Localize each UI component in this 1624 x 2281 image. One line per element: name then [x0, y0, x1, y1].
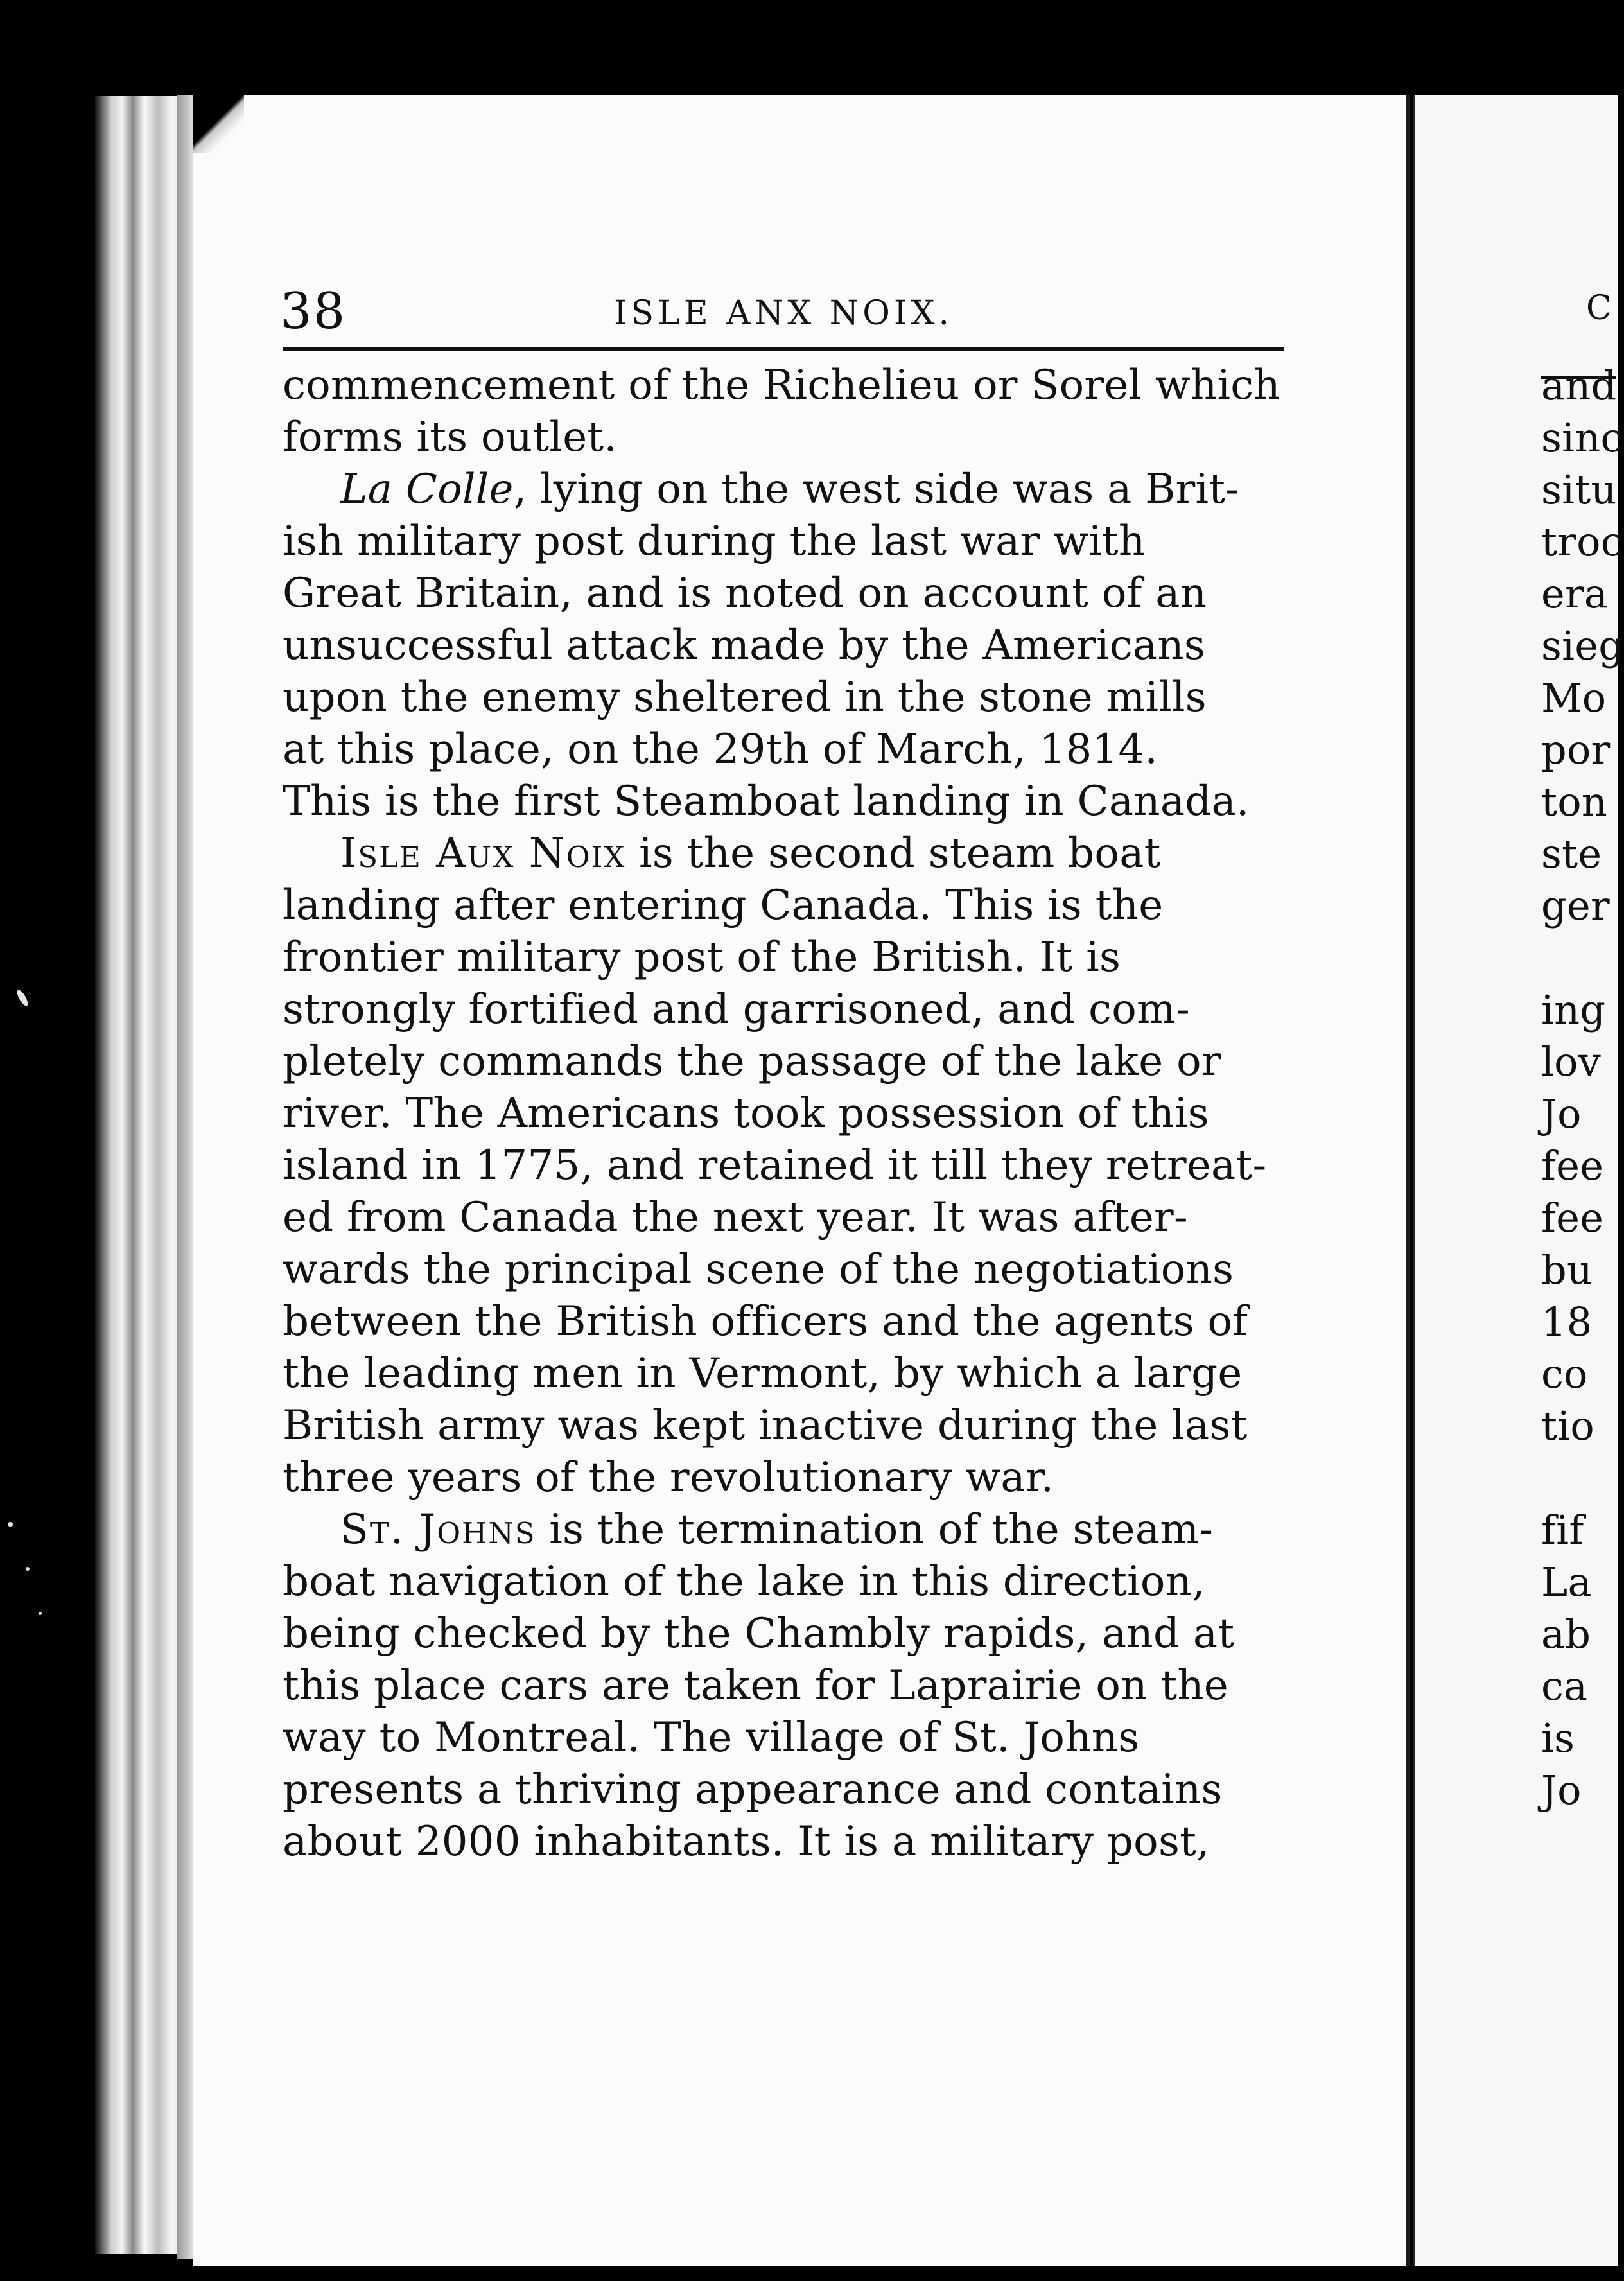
- right-page-running-title: C: [1586, 289, 1614, 328]
- place-name: St. Johns: [340, 1506, 536, 1553]
- text-run: forms its outlet.: [283, 414, 618, 461]
- right-text-fragment: fee: [1541, 1194, 1604, 1241]
- right-text-fragment: ab: [1541, 1611, 1591, 1657]
- text-run: , lying on the west side was a Brit-: [513, 466, 1240, 513]
- right-text-fragment: ca: [1541, 1663, 1588, 1709]
- text-run: British army was kept inactive during the last: [283, 1402, 1248, 1449]
- place-name: Isle Aux Noix: [340, 830, 626, 877]
- right-text-fragment: fif: [1541, 1507, 1584, 1553]
- text-run: ish military post during the last war with: [283, 518, 1146, 565]
- header-rule: [283, 347, 1284, 351]
- text-run: unsuccessful attack made by the Americans: [283, 622, 1206, 669]
- right-text-fragment: sinc: [1541, 414, 1623, 461]
- book-spine: [95, 96, 185, 2254]
- right-text-fragment: Mo: [1541, 674, 1607, 721]
- text-run: frontier military post of the British. It is: [283, 934, 1121, 981]
- text-run: the leading men in Vermont, by which a large: [283, 1350, 1243, 1397]
- text-run: three years of the revolutionary war.: [283, 1454, 1054, 1501]
- right-text-fragment: ton: [1541, 778, 1608, 825]
- text-run: landing after entering Canada. This is the: [283, 882, 1164, 929]
- text-line: [283, 1036, 1297, 1088]
- text-line: [283, 1400, 1297, 1452]
- page-corner: [193, 95, 244, 153]
- right-text-fragment: is: [1541, 1715, 1575, 1761]
- text-line: [283, 1712, 1297, 1764]
- text-line: [283, 1556, 1297, 1608]
- text-line: [283, 516, 1297, 568]
- text-run: way to Montreal. The village of St. Johns: [283, 1714, 1140, 1761]
- right-text-fragment: fee: [1541, 1142, 1604, 1189]
- body-text: [283, 360, 1297, 1868]
- text-line: [283, 1452, 1297, 1504]
- text-line: [283, 1244, 1297, 1296]
- text-line: [283, 672, 1297, 724]
- right-text-fragment: La: [1541, 1559, 1592, 1605]
- right-text-fragment: 18: [1541, 1298, 1593, 1345]
- text-line: [283, 1140, 1297, 1192]
- text-line: [283, 360, 1297, 412]
- right-text-fragment: sieg: [1541, 622, 1624, 669]
- right-text-fragment: bu: [1541, 1246, 1593, 1293]
- text-run: is the termination of the steam-: [536, 1506, 1214, 1553]
- text-run: upon the enemy sheltered in the stone mills: [283, 674, 1207, 721]
- page-number: 38: [280, 283, 347, 340]
- text-run: strongly fortified and garrisoned, and com-: [283, 986, 1191, 1033]
- right-text-fragment: troc: [1541, 518, 1623, 565]
- text-run: between the British officers and the agents of: [283, 1298, 1248, 1345]
- right-text-fragment: ger: [1541, 882, 1610, 929]
- text-line: [283, 412, 1297, 464]
- scan-noise: [0, 963, 90, 1798]
- text-run: ed from Canada the next year. It was after-: [283, 1194, 1188, 1241]
- right-text-fragment: por: [1541, 726, 1611, 773]
- text-run: about 2000 inhabitants. It is a military post,: [283, 1818, 1210, 1866]
- text-line: [283, 464, 1297, 516]
- text-line: [283, 1088, 1297, 1140]
- text-run: presents a thriving appearance and contains: [283, 1766, 1223, 1813]
- text-line: [283, 568, 1297, 620]
- text-line: [283, 1764, 1297, 1816]
- text-line: [283, 1504, 1297, 1556]
- text-line: [283, 932, 1297, 984]
- right-text-fragment: tio: [1541, 1403, 1594, 1449]
- text-run: is the second steam boat: [625, 830, 1161, 877]
- right-text-fragment: and: [1541, 362, 1617, 409]
- text-line: [283, 828, 1297, 880]
- right-text-fragment: lov: [1541, 1038, 1602, 1085]
- text-run: This is the first Steamboat landing in Canada.: [283, 778, 1250, 825]
- text-line: [283, 620, 1297, 672]
- text-line: [283, 776, 1297, 828]
- text-line: [283, 1348, 1297, 1400]
- text-line: [283, 1192, 1297, 1244]
- italic-place-name: La Colle: [340, 466, 514, 513]
- text-run: river. The Americans took possession of this: [283, 1090, 1209, 1137]
- text-line: [283, 984, 1297, 1036]
- text-line: [283, 1296, 1297, 1348]
- right-text-fragment: co: [1541, 1350, 1588, 1397]
- text-run: island in 1775, and retained it till they retreat-: [283, 1142, 1267, 1189]
- text-run: at this place, on the 29th of March, 1814.: [283, 726, 1158, 773]
- right-text-fragment: situ: [1541, 466, 1617, 513]
- right-text-fragment: Jo: [1541, 1767, 1582, 1813]
- text-line: [283, 1660, 1297, 1712]
- running-title: ISLE ANX NOIX.: [614, 294, 954, 333]
- text-run: Great Britain, and is noted on account of an: [283, 570, 1207, 617]
- text-line: [283, 724, 1297, 776]
- text-line: [283, 1608, 1297, 1660]
- text-run: boat navigation of the lake in this direction,: [283, 1558, 1205, 1605]
- right-text-fragment: [1541, 932, 1616, 984]
- text-run: pletely commands the passage of the lake or: [283, 1038, 1221, 1085]
- right-text-fragment: era: [1541, 570, 1609, 617]
- text-line: [283, 1816, 1297, 1868]
- right-text-fragment: ing: [1541, 986, 1606, 1033]
- right-page-text: [1541, 360, 1624, 1816]
- text-run: this place cars are taken for Laprairie on the: [283, 1662, 1229, 1709]
- text-run: wards the principal scene of the negotiations: [283, 1246, 1234, 1293]
- right-text-fragment: [1541, 1452, 1616, 1504]
- text-line: [283, 880, 1297, 932]
- text-run: being checked by the Chambly rapids, and at: [283, 1610, 1235, 1657]
- right-text-fragment: ste: [1541, 830, 1602, 877]
- text-run: commencement of the Richelieu or Sorel which: [283, 362, 1280, 409]
- right-text-fragment: Jo: [1541, 1090, 1582, 1137]
